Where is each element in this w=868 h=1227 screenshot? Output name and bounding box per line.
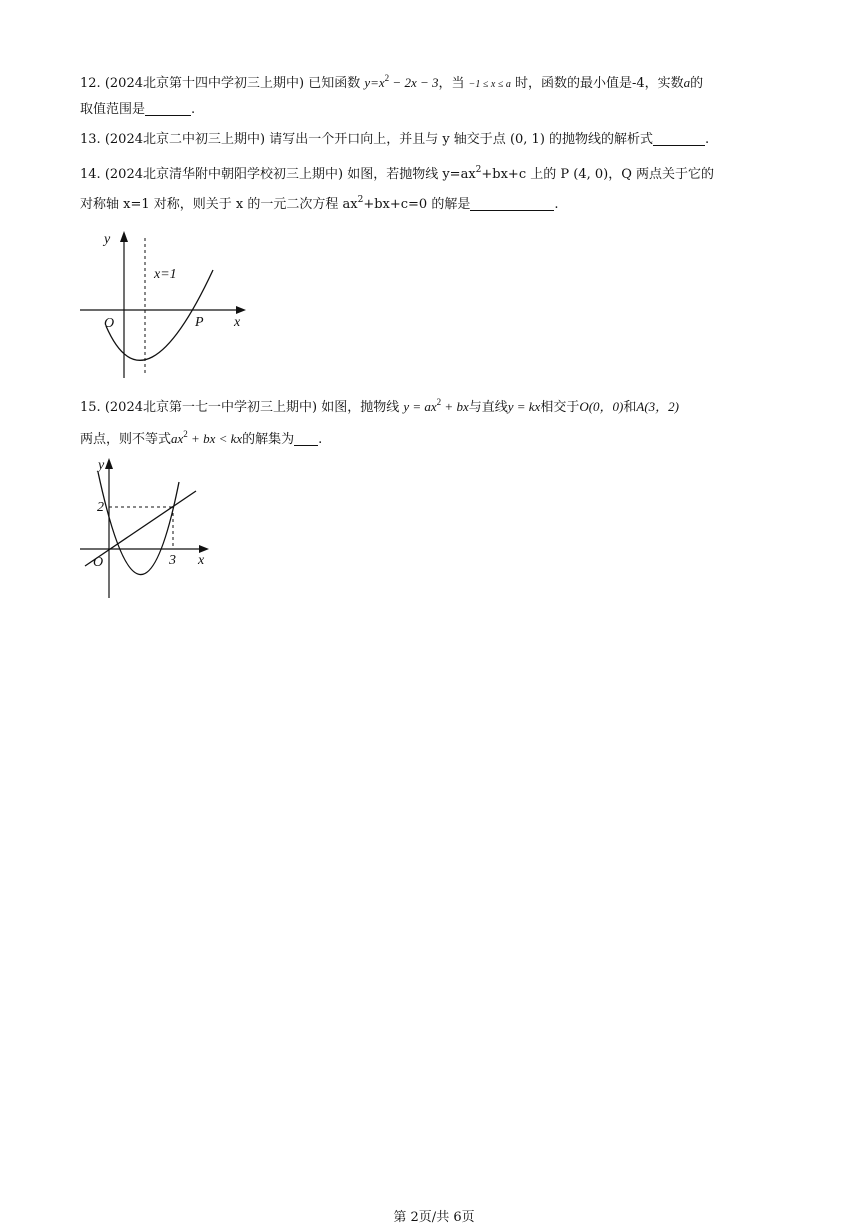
q14-y-arrow-icon <box>120 231 128 242</box>
q12-function: $y=x^2 - 2x - 3$ <box>364 73 439 90</box>
q14-text-1: 如图，若抛物线 y=ax <box>347 167 476 182</box>
q14-figure <box>76 226 251 386</box>
q12-text-5: 取值范围是 <box>80 102 146 117</box>
q13-end: . <box>705 132 710 147</box>
q14-source: (2024北京清华附中朝阳学校初三上期中) <box>104 167 344 182</box>
q12-text-3: 时，函数的最小值是-4，实数 <box>514 76 684 91</box>
q13-text: 请写出一个开口向上，并且与 y 轴交于点 (0, 1) 的抛物线的解析式 <box>269 132 654 147</box>
q14-text-3: 对称轴 x=1 对称，则关于 x 的一元二次方程 ax <box>80 197 358 212</box>
q14-exp-2: 2 <box>357 195 364 205</box>
q13-answer-blank[interactable] <box>653 131 705 146</box>
q15-point-a: A(3，2) <box>636 399 680 414</box>
q15-parabola <box>98 472 179 575</box>
q14-label-y: y <box>104 232 111 247</box>
q12-text-4: 的 <box>690 76 704 91</box>
question-14-line-2 <box>80 187 792 218</box>
q12-number: 12. <box>80 76 101 91</box>
q15-line-eq: y = kx <box>507 399 541 414</box>
q12-answer-blank[interactable] <box>145 101 191 116</box>
q15-parabola-eq: $y = ax^2$ + bx <box>403 397 469 414</box>
q15-inequality: $ax^2$ + bx < kx <box>171 429 243 446</box>
q15-text-3: 相交于 <box>540 400 580 415</box>
q14-number: 14. <box>80 167 101 182</box>
q12-text-2: ，当 <box>438 76 465 91</box>
question-13 <box>80 127 792 153</box>
question-12-line-2 <box>80 97 792 123</box>
q15-y-arrow-icon <box>105 458 113 469</box>
q14-label-p: P <box>195 315 204 330</box>
q15-label-o: O <box>93 555 104 570</box>
q15-end: . <box>318 432 323 447</box>
q15-text-4: 和 <box>623 400 637 415</box>
q12-end: . <box>191 102 196 117</box>
question-15-line-2 <box>80 421 792 453</box>
q14-x-arrow-icon <box>236 306 246 314</box>
page-footer: 第 2页/共 6页 <box>393 1210 475 1225</box>
q15-label-x: x <box>198 553 205 568</box>
q14-label-o: O <box>104 316 115 331</box>
q14-end: . <box>554 197 559 212</box>
q15-text-5: 两点，则不等式 <box>80 432 172 447</box>
question-14 <box>80 157 792 188</box>
q13-number: 13. <box>80 132 101 147</box>
q15-label-3: 3 <box>169 553 176 568</box>
q15-text-2: 与直线 <box>468 400 508 415</box>
q15-answer-blank[interactable] <box>294 431 318 446</box>
question-15 <box>80 389 792 421</box>
question-12 <box>80 65 792 98</box>
q14-answer-blank[interactable] <box>470 196 554 211</box>
q15-text-1: 如图，抛物线 <box>321 400 400 415</box>
q14-text-4: +bx+c=0 的解是 <box>363 197 471 212</box>
q12-source: (2024北京第十四中学初三上期中) <box>104 76 305 91</box>
q15-text-6: 的解集为 <box>242 432 295 447</box>
q12-text-1: 已知函数 <box>308 76 361 91</box>
q15-figure <box>76 452 216 604</box>
q15-x-arrow-icon <box>199 545 209 553</box>
q14-label-x: x <box>234 315 241 330</box>
q15-point-o: O(0，0) <box>579 399 624 414</box>
q15-label-2: 2 <box>97 500 104 515</box>
q15-number: 15. <box>80 400 101 415</box>
q12-var: a <box>683 75 691 90</box>
q14-label-axis: x=1 <box>154 267 177 282</box>
q15-source: (2024北京第一七一中学初三上期中) <box>104 400 318 415</box>
q15-label-y: y <box>98 458 105 473</box>
q12-range: −1 ≤ x ≤ a <box>468 79 511 90</box>
q14-exp-1: 2 <box>475 165 482 175</box>
q13-source: (2024北京二中初三上期中) <box>104 132 266 147</box>
q14-text-2: +bx+c 上的 P (4, 0)，Q 两点关于它的 <box>481 167 714 182</box>
